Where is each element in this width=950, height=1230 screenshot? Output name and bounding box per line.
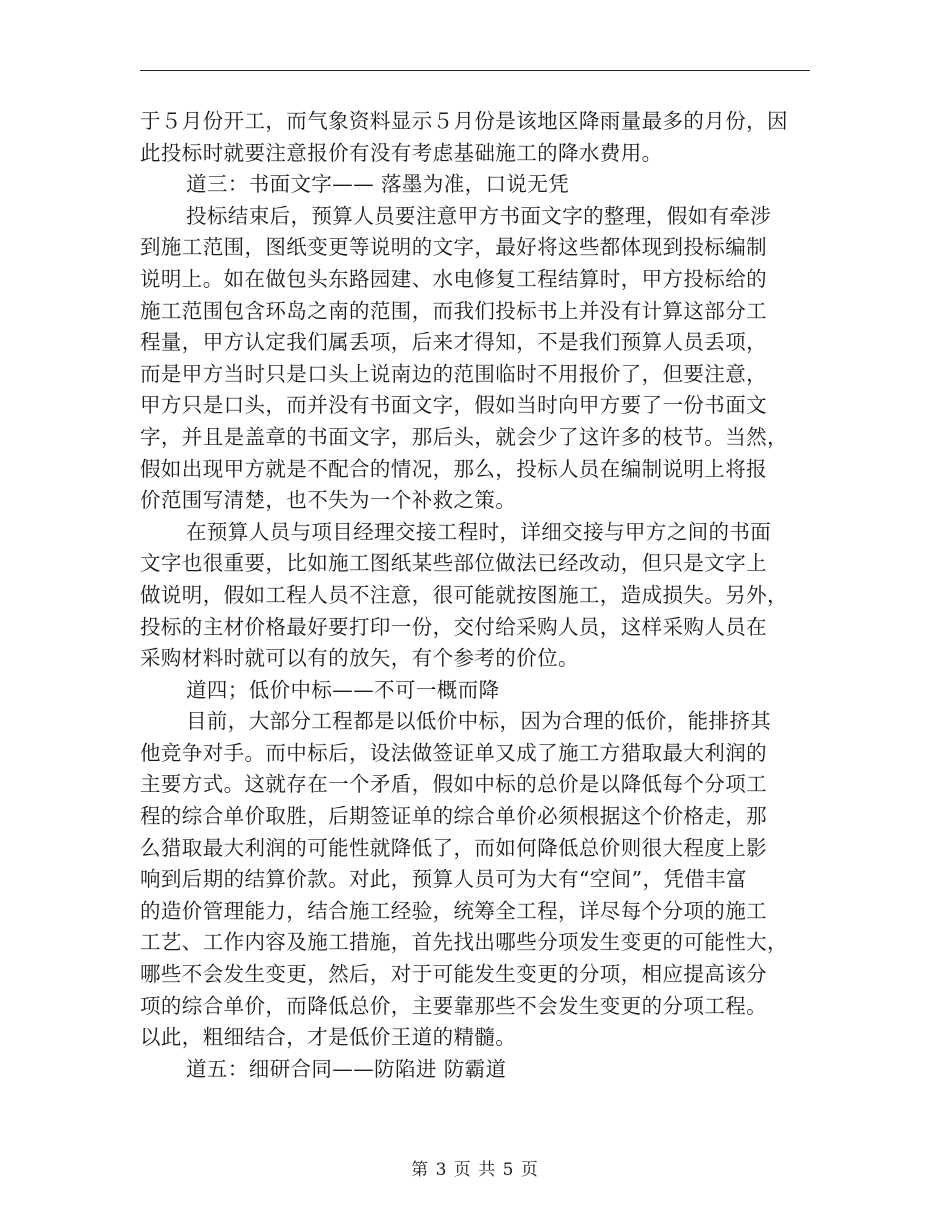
- text-line: 道三：书面文字—— 落墨为准，口说无凭: [186, 172, 570, 197]
- text-line: 此投标时就要注意报价有没有考虑基础施工的降水费用。: [140, 140, 663, 165]
- text-line: 工艺、工作内容及施工措施，首先找出哪些分项发生变更的可能性大，: [140, 930, 788, 955]
- text-line: 他竞争对手。而中标后，设法做签证单又成了施工方猎取最大利润的: [140, 740, 767, 765]
- text-line: 程量，甲方认定我们属丢项，后来才得知，不是我们预算人员丢项，: [140, 330, 767, 355]
- text-line: 道五：细研合同——防陷进 防霸道: [186, 1056, 507, 1081]
- text-line: 的造价管理能力，结合施工经验，统筹全工程，详尽每个分项的施工: [140, 898, 767, 923]
- document-body: [140, 106, 814, 1085]
- text-line: 程的综合单价取胜，后期签证单的综合单价必须根据这个价格走，那: [140, 804, 767, 829]
- text-line: 响到后期的结算价款。对此，预算人员可为大有“空间”，凭借丰富: [140, 867, 747, 892]
- text-line: 说明上。如在做包头东路园建、水电修复工程结算时，甲方投标给的: [140, 266, 767, 291]
- text-line: 于５月份开工，而气象资料显示５月份是该地区降雨量最多的月份，因: [140, 109, 788, 133]
- text-line: 甲方只是口头，而并没有书面文字，假如当时向甲方要了一份书面文: [140, 393, 767, 418]
- text-line: 到施工范围，图纸变更等说明的文字，最好将这些都体现到投标编制: [140, 235, 767, 260]
- text-line: 施工范围包含环岛之南的范围，而我们投标书上并没有计算这部分工: [140, 298, 767, 323]
- text-line: 主要方式。这就存在一个矛盾，假如中标的总价是以降低每个分项工: [140, 772, 767, 797]
- text-line: 以此，粗细结合，才是低价王道的精髓。: [140, 1025, 517, 1050]
- text-line: 道四；低价中标——不可一概而降: [186, 677, 500, 702]
- text-line: 目前，大部分工程都是以低价中标，因为合理的低价，能排挤其: [186, 709, 772, 734]
- text-line: 么猎取最大利润的可能性就降低了，而如何降低总价则很大程度上影: [140, 835, 767, 860]
- header-rule: [140, 70, 810, 71]
- page-number: 第 3 页 共 5 页: [411, 1160, 539, 1180]
- text-line: 而是甲方当时只是口头上说南边的范围临时不用报价了，但要注意，: [140, 361, 767, 386]
- text-line: 字，并且是盖章的书面文字，那后头，就会少了这许多的枝节。当然，: [140, 424, 788, 449]
- text-line: 在预算人员与项目经理交接工程时，详细交接与甲方之间的书面: [186, 519, 772, 544]
- text-line: 文字也很重要，比如施工图纸某些部位做法已经改动，但只是文字上: [140, 551, 767, 576]
- text-line: 项的综合单价，而降低总价，主要靠那些不会发生变更的分项工程。: [140, 993, 767, 1018]
- text-line: 假如出现甲方就是不配合的情况，那么，投标人员在编制说明上将报: [140, 456, 767, 481]
- text-line: 哪些不会发生变更，然后，对于可能发生变更的分项，相应提高该分: [140, 962, 767, 987]
- text-line: 投标结束后，预算人员要注意甲方书面文字的整理，假如有牵涉: [186, 203, 772, 228]
- text-line: 价范围写清楚，也不失为一个补救之策。: [140, 488, 517, 513]
- text-line: 采购材料时就可以有的放矢，有个参考的价位。: [140, 646, 579, 671]
- text-line: 投标的主材价格最好要打印一份，交付给采购人员，这样采购人员在: [140, 614, 767, 639]
- text-line: 做说明，假如工程人员不注意，很可能就按图施工，造成损失。另外，: [140, 582, 788, 607]
